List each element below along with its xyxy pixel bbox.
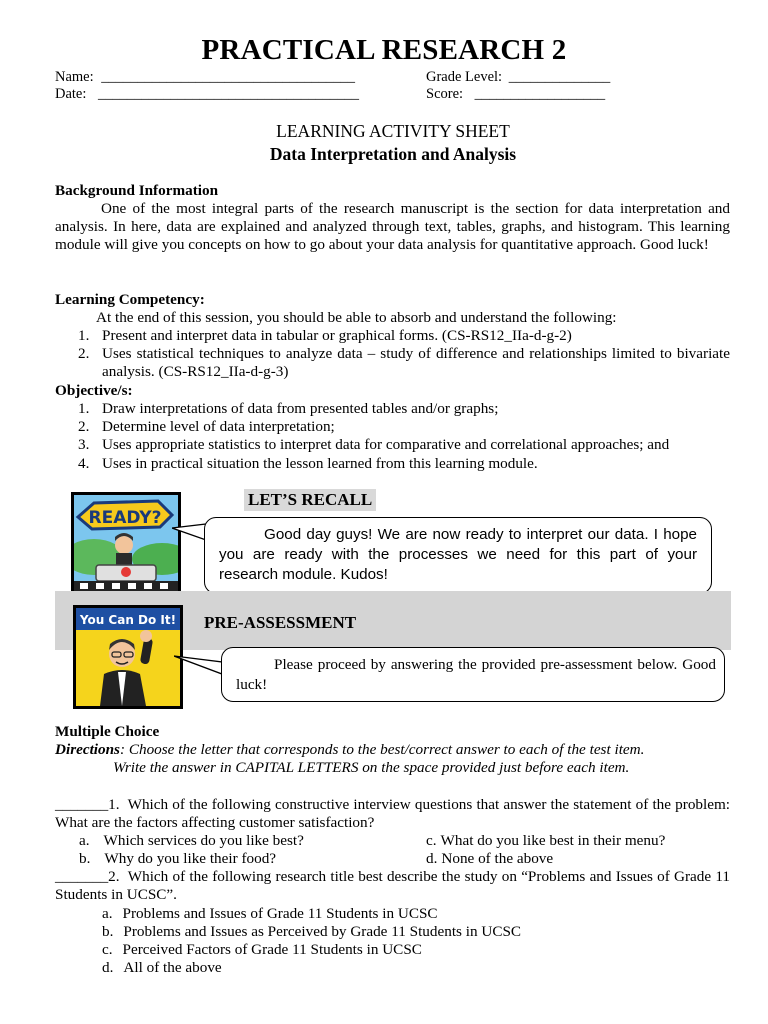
you-can-do-it-cartoon-icon: [76, 608, 180, 706]
directions-text-2: Write the answer in CAPITAL LETTERS on the space provided just before each item.: [113, 759, 630, 776]
competency-list: [55, 327, 730, 382]
q1-option-a: a. Which services do you like best?: [79, 832, 304, 849]
directions-text: : Choose the letter that corresponds to the best/correct answer to each of the test item.: [119, 741, 645, 758]
you-can-do-it-image: [73, 605, 183, 709]
bubble-tail: [172, 520, 208, 542]
list-item: 2. Uses statistical techniques to analyze data – study of difference and relationships limited to bivariate analysis. (CS-RS12_IIa-d-g-3): [78, 345, 730, 381]
competency-heading: Learning Competency:: [55, 291, 205, 308]
q2-option-d: d. All of the above: [102, 959, 222, 976]
q2-option-c: c. Perceived Factors of Grade 11 Students in UCSC: [102, 941, 422, 958]
date-field[interactable]: ____________________________________: [98, 86, 360, 102]
q1-option-c: c. What do you like best in their menu?: [426, 832, 666, 849]
question-2-text: Which of the following research title best describe the study on “Problems and Issues of Grade 11 Students in UCSC”.: [55, 868, 730, 904]
directions: [55, 741, 745, 759]
grade-row: [426, 69, 610, 86]
sheet-type: LEARNING ACTIVITY SHEET: [276, 121, 510, 141]
q2-option-a: a. Problems and Issues of Grade 11 Students in UCSC: [102, 905, 438, 922]
multiple-choice-heading: Multiple Choice: [55, 723, 160, 740]
background-text: One of the most integral parts of the research manuscript is the section for data interpretation and analysis. In here, data are explained and analyzed through text, tables, graphs, and histogram. This learning module will give you concepts on how to go about your data analysis for quantitative approach. Good luck!: [55, 200, 730, 254]
score-field[interactable]: __________________: [474, 86, 606, 102]
question-1-text: Which of the following constructive interview questions that answer the statement of the problem: What are the factors affecting customer satisfaction?: [55, 796, 730, 832]
pre-assessment-heading: PRE-ASSESSMENT: [204, 613, 357, 632]
grade-field[interactable]: ______________: [508, 69, 611, 85]
bubble-tail: [174, 654, 224, 676]
ready-logo-text: READY?: [88, 508, 162, 528]
sheet-topic: Data Interpretation and Analysis: [269, 144, 517, 164]
page-title: PRACTICAL RESEARCH 2: [201, 34, 567, 66]
directions-label: Directions: [55, 741, 120, 758]
list-item: 2. Determine level of data interpretation;: [78, 418, 335, 436]
name-row: [55, 69, 355, 86]
objectives-list: [55, 400, 745, 473]
recall-heading: LET’S RECALL: [244, 489, 376, 511]
pre-assessment-bubble: Please proceed by answering the provided pre-assessment below. Good luck!: [221, 647, 725, 702]
recall-bubble: Good day guys! We are now ready to interpret our data. I hope you are ready with the processes we need for this part of your research module. Kudos!: [204, 517, 712, 594]
date-row: [55, 86, 359, 103]
question-1: [55, 796, 730, 832]
list-item: 4. Uses in practical situation the lesson learned from this learning module.: [78, 454, 538, 472]
list-item: 3. Uses appropriate statistics to interpret data for comparative and correlational approaches; and: [78, 436, 670, 454]
score-row: [426, 86, 605, 103]
ready-cartoon-icon: [74, 495, 178, 591]
q2-option-b: b. Problems and Issues as Perceived by Grade 11 Students in UCSC: [102, 923, 522, 940]
question-2: [55, 868, 730, 904]
answer-blank-2[interactable]: _______2.: [55, 868, 120, 885]
objectives-heading: Objective/s:: [55, 382, 133, 399]
ready-image: [71, 492, 181, 594]
q1-option-d: d. None of the above: [426, 850, 554, 867]
name-label: Name:: [55, 69, 94, 85]
grade-label: Grade Level:: [426, 69, 503, 85]
name-field[interactable]: ___________________________________: [101, 69, 356, 85]
date-label: Date:: [55, 86, 87, 102]
list-item: 1. Draw interpretations of data from presented tables and/or graphs;: [78, 400, 499, 417]
q1-option-b: b. Why do you like their food?: [79, 850, 277, 867]
competency-intro: At the end of this session, you should be able to absorb and understand the following:: [96, 309, 617, 326]
score-label: Score:: [426, 86, 464, 102]
background-heading: Background Information: [55, 182, 219, 199]
you-can-do-it-logo-text: You Can Do It!: [79, 613, 177, 627]
answer-blank-1[interactable]: _______1.: [55, 796, 120, 813]
list-item: 1. Present and interpret data in tabular or graphical forms. (CS-RS12_IIa-d-g-2): [78, 327, 572, 344]
